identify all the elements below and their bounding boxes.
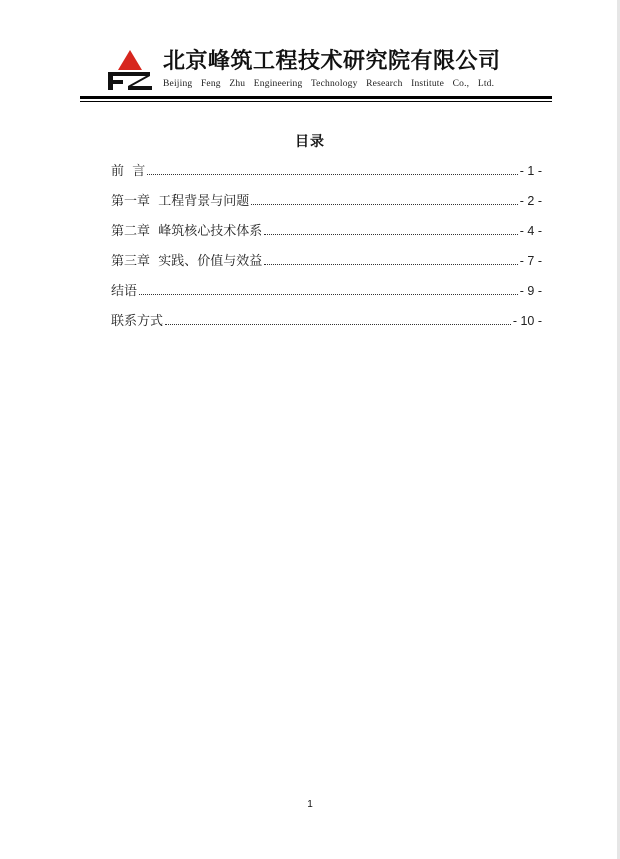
toc-entry-contact[interactable] xyxy=(111,310,542,340)
toc-entry-page: - 10 - xyxy=(512,314,542,328)
header-rule-thin xyxy=(80,101,552,102)
page-number: 1 xyxy=(307,799,313,810)
toc-entry-chapter-2[interactable] xyxy=(111,220,542,250)
dot-leader xyxy=(264,233,518,235)
toc-entry-page: - 1 - xyxy=(519,164,542,178)
header-rule-thick xyxy=(80,96,552,99)
toc-entry-conclusion[interactable] xyxy=(111,280,542,310)
toc-entry-preface[interactable] xyxy=(111,160,542,190)
toc-entry-chapter-3[interactable] xyxy=(111,250,542,280)
company-name: 北京峰筑工程技术研究院有限公司 xyxy=(163,49,501,74)
dot-leader xyxy=(251,203,518,205)
toc-entry-page: - 4 - xyxy=(519,224,542,238)
toc-entry-page: - 2 - xyxy=(519,194,542,208)
dot-leader xyxy=(165,323,511,325)
dot-leader xyxy=(147,173,518,175)
toc-entry-label: 第二章 峰筑核心技术体系 xyxy=(111,224,263,239)
toc-entry-page: - 7 - xyxy=(519,254,542,268)
toc-entry-label: 前 言 xyxy=(111,164,146,179)
toc-entry-label: 第三章 实践、价值与效益 xyxy=(111,254,263,269)
dot-leader xyxy=(139,293,518,295)
toc-entry-label: 联系方式 xyxy=(111,314,164,329)
company-name-english: Beijing Feng Zhu Engineering Technology Research Institute Co., Ltd. xyxy=(163,79,495,89)
dot-leader xyxy=(264,263,518,265)
toc-entry-chapter-1[interactable] xyxy=(111,190,542,220)
toc-entry-page: - 9 - xyxy=(519,284,542,298)
toc-entry-label: 结语 xyxy=(111,284,138,299)
table-of-contents xyxy=(111,160,542,340)
toc-entry-label: 第一章 工程背景与问题 xyxy=(111,194,250,209)
letterhead xyxy=(108,44,553,104)
company-logo-icon xyxy=(108,48,152,90)
toc-title: 目录 xyxy=(295,134,325,150)
